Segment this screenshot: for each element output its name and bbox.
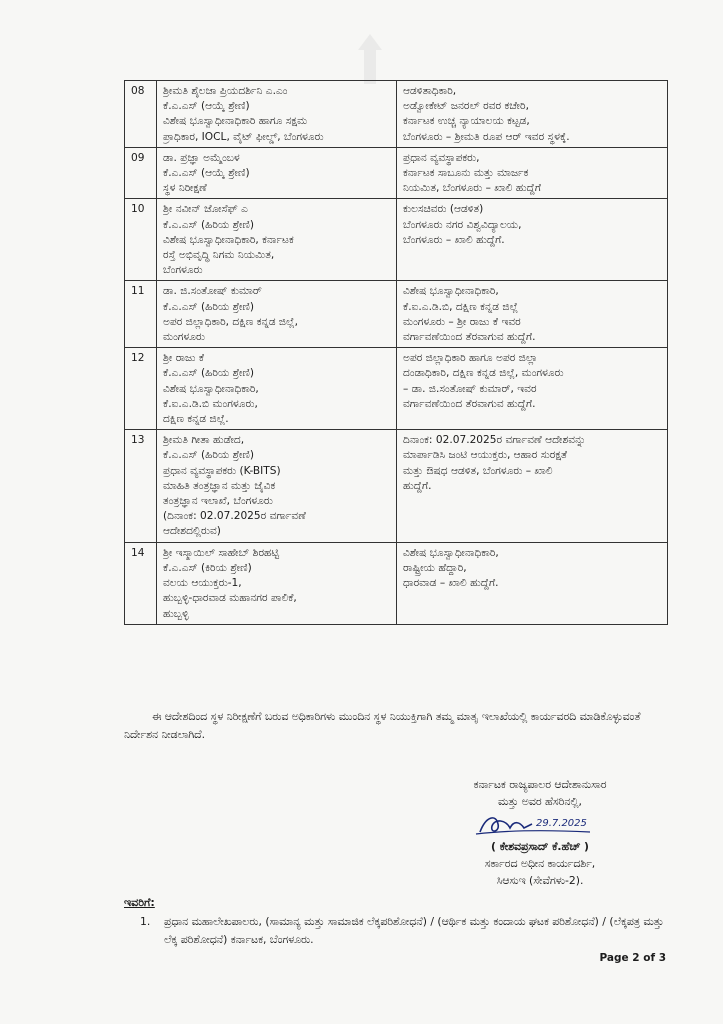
officer-details-cell (157, 81, 397, 148)
posting-detail-line: ಕುಲಸಚಿವರು (ಆಡಳಿತ) (403, 203, 484, 216)
copy-to-item-number: 1. (140, 915, 151, 928)
handwritten-signature-icon (440, 810, 640, 838)
new-posting-cell (397, 81, 668, 148)
posting-detail-line: ದಿನಾಂಕ: 02.07.2025ರ ವರ್ಗಾವಣೆ ಆದೇಶವನ್ನು (403, 434, 586, 447)
officer-details-cell (157, 147, 397, 199)
officer-details-cell (157, 430, 397, 542)
serial-number: 13 (125, 430, 157, 542)
signatory-department: ಸಿಆಸುಇ (ಸೇವೆಗಳು-2). (496, 874, 584, 887)
officer-detail-line: ಶ್ರೀಮತಿ ಗೀತಾ ಹುಡೇದ, (163, 434, 245, 447)
posting-detail-line: ಬೆಂಗಳೂರು ನಗರ ವಿಶ್ವವಿದ್ಯಾಲಯ, (403, 218, 522, 231)
copy-to-list (140, 913, 670, 949)
officer-detail-line: ಕೆ.ಎ.ಎಸ್ (ಕಿರಿಯ ಶ್ರೇಣಿ) (163, 561, 252, 574)
officer-detail-line: ಶ್ರೀ ರಾಜು ಕೆ (163, 352, 205, 365)
officer-detail-line: ಬೆಂಗಳೂರು (163, 264, 203, 277)
posting-detail-line: ಮತ್ತು ಔಷಧ ಆಡಳಿತ, ಬೆಂಗಳೂರು – ಖಾಲಿ (403, 464, 553, 477)
signature-line-2: ಮತ್ತು ಅವರ ಹೆಸರಿನಲ್ಲಿ, (498, 795, 582, 808)
officer-detail-line: ಶ್ರೀಮತಿ ಶೈಲಜಾ ಪ್ರಿಯದರ್ಶಿನಿ ಎ.ಎಂ (163, 85, 288, 97)
officer-detail-line: ಕೆ.ಎ.ಎಸ್ (ಹಿರಿಯ ಶ್ರೇಣಿ) (163, 300, 255, 313)
posting-detail-line: ನಿಯಮಿತ, ಬೆಂಗಳೂರು – ಖಾಲಿ ಹುದ್ದೆಗೆ (403, 182, 541, 195)
officer-detail-line: ಶ್ರೀ ನವೀನ್ ಜೋಸೆಫ್ ಎ (163, 203, 248, 216)
new-posting-cell (397, 542, 668, 624)
officer-detail-line: ಮಾಹಿತಿ ತಂತ್ರಜ್ಞಾನ ಮತ್ತು ಜೈವಿಕ (163, 479, 276, 492)
officer-details-cell (157, 348, 397, 430)
officer-detail-line: ತಂತ್ರಜ್ಞಾನ ಇಲಾಖೆ, ಬೆಂಗಳೂರು (163, 495, 273, 508)
officer-detail-line: ಮಂಗಳೂರು (163, 331, 205, 344)
table-row (125, 147, 668, 199)
officer-detail-line: ಕೆ.ಎ.ಎಸ್ (ಆಯ್ಕೆ ಶ್ರೇಣಿ) (163, 100, 250, 113)
officer-detail-line: ವಲಯ ಆಯುಕ್ತರು-1, (163, 577, 242, 590)
officer-detail-line: ಡಾ. ಪ್ರಜ್ಞಾ ಅಮ್ಮೆಂಬಳ (163, 151, 240, 164)
posting-detail-line: ವರ್ಗಾವಣೆಯಿಂದ ತೆರವಾಗುವ ಹುದ್ದೆಗೆ. (403, 331, 536, 344)
table-row (125, 542, 668, 624)
officer-detail-line: ಕೆ.ಐ.ಎ.ಡಿ.ಬಿ ಮಂಗಳೂರು, (163, 397, 258, 410)
table-row (125, 281, 668, 348)
posting-detail-line: ಆಡಳಿತಾಧಿಕಾರಿ, (403, 85, 457, 97)
signature-block (410, 776, 670, 889)
posting-detail-line: ಹುದ್ದೆಗೆ. (403, 479, 432, 492)
officer-details-cell (157, 199, 397, 281)
posting-detail-line: ಕರ್ನಾಟಕ ಸಾಬೂನು ಮತ್ತು ಮಾರ್ಜಕ (403, 167, 529, 180)
officer-detail-line: ಕೆ.ಎ.ಎಸ್ (ಹಿರಿಯ ಶ್ರೇಣಿ) (163, 367, 255, 380)
officer-detail-line: ಕೆ.ಎ.ಎಸ್ (ಆಯ್ಕೆ ಶ್ರೇಣಿ) (163, 167, 250, 180)
copy-to-heading: ಇವರಿಗೆ: (124, 896, 155, 909)
table-row (125, 430, 668, 542)
officer-detail-line: ಹುಬ್ಬಳ್ಳಿ-ಧಾರವಾಡ ಮಹಾನಗರ ಪಾಲಿಕೆ, (163, 592, 297, 605)
table-row (125, 199, 668, 281)
posting-detail-line: ಬೆಂಗಳೂರು – ಖಾಲಿ ಹುದ್ದೆಗೆ. (403, 233, 505, 246)
serial-number: 11 (125, 281, 157, 348)
posting-detail-line: ರಾಷ್ಟ್ರೀಯ ಹೆದ್ದಾರಿ, (403, 561, 467, 574)
serial-number: 14 (125, 542, 157, 624)
instruction-paragraph: ಈ ಆದೇಶದಿಂದ ಸ್ಥಳ ನಿರೀಕ್ಷಣೆಗೆ ಬರುವ ಅಧಿಕಾರಿಗಳು ಮುಂದಿನ ಸ್ಥಳ ನಿಯುಕ್ತಿಗಾಗಿ ತಮ್ಮ ಮಾತೃ ಇಲಾಖೆಯಲ್ಲಿ ಕಾರ್ಯವರದಿ ಮಾಡಿಕೊಳ್ಳುವಂತೆ ನಿರ್ದೇಶನ ನೀಡಲಾಗಿದೆ. (124, 710, 641, 741)
posting-detail-line: ವಿಶೇಷ ಭೂಸ್ವಾಧೀನಾಧಿಕಾರಿ, (403, 285, 499, 298)
handwritten-date: 29.7.2025 (536, 818, 587, 829)
officer-detail-line: ವಿಶೇಷ ಭೂಸ್ವಾಧೀನಾಧಿಕಾರಿ, (163, 382, 259, 395)
officer-detail-line: ಪ್ರಾಧಿಕಾರ, IOCL, ವೈಟ್ ಫೀಲ್ಡ್, ಬೆಂಗಳೂರು (163, 130, 324, 143)
copy-to-item (140, 913, 670, 949)
officer-details-cell (157, 542, 397, 624)
serial-number: 12 (125, 348, 157, 430)
new-posting-cell (397, 281, 668, 348)
officer-detail-line: ಪ್ರಧಾನ ವ್ಯವಸ್ಥಾಪಕರು (K-BITS) (163, 464, 281, 477)
table-row (125, 348, 668, 430)
officer-detail-line: ಆದೇಶದಲ್ಲಿರುವ) (163, 525, 221, 538)
new-posting-cell (397, 348, 668, 430)
posting-detail-line: ಬೆಂಗಳೂರು – ಶ್ರೀಮತಿ ರೂಪ ಆರ್ ಇವರ ಸ್ಥಳಕ್ಕೆ. (403, 130, 570, 143)
signature-line-1: ಕರ್ನಾಟಕ ರಾಜ್ಯಪಾಲರ ಆದೇಶಾನುಸಾರ (473, 778, 607, 791)
posting-detail-line: ಮಾರ್ಪಾಡಿಸಿ ಜಂಟಿ ಆಯುಕ್ತರು, ಆಹಾರ ಸುರಕ್ಷತೆ (403, 449, 568, 462)
serial-number: 09 (125, 147, 157, 199)
posting-detail-line: ದಂಡಾಧಿಕಾರಿ, ದಕ್ಷಿಣ ಕನ್ನಡ ಜಿಲ್ಲೆ, ಮಂಗಳೂರು (403, 367, 564, 380)
officer-detail-line: ದಕ್ಷಿಣ ಕನ್ನಡ ಜಿಲ್ಲೆ. (163, 413, 229, 426)
posting-detail-line: ಧಾರವಾಡ – ಖಾಲಿ ಹುದ್ದೆಗೆ. (403, 577, 499, 590)
officer-detail-line: ಅಪರ ಜಿಲ್ಲಾಧಿಕಾರಿ, ದಕ್ಷಿಣ ಕನ್ನಡ ಜಿಲ್ಲೆ, (163, 315, 298, 328)
serial-number: 10 (125, 199, 157, 281)
officer-details-cell (157, 281, 397, 348)
officer-detail-line: ಸ್ಥಳ ನಿರೀಕ್ಷಣೆ (163, 182, 207, 195)
signatory-designation: ಸರ್ಕಾರದ ಅಧೀನ ಕಾರ್ಯದರ್ಶಿ, (484, 857, 596, 870)
signatory-name: ( ಕೇಶವಪ್ರಸಾದ್ ಕೆ.ಹೆಚ್ ) (491, 840, 589, 853)
officer-detail-line: ಹುಬ್ಬಳ್ಳಿ (163, 607, 189, 620)
officer-detail-line: ಕೆ.ಎ.ಎಸ್ (ಹಿರಿಯ ಶ್ರೇಣಿ) (163, 449, 255, 462)
posting-detail-line: ಮಂಗಳೂರು – ಶ್ರೀ ರಾಜು ಕೆ ಇವರ (403, 315, 521, 328)
posting-detail-line: ಕೆ.ಐ.ಎ.ಡಿ.ಬಿ, ದಕ್ಷಿಣ ಕನ್ನಡ ಜಿಲ್ಲೆ (403, 300, 519, 313)
officer-detail-line: ರಸ್ತೆ ಅಭಿವೃದ್ಧಿ ನಿಗಮ ನಿಯಮಿತ, (163, 249, 275, 262)
posting-detail-line: ಪ್ರಧಾನ ವ್ಯವಸ್ಥಾಪಕರು, (403, 151, 480, 164)
officer-detail-line: ಡಾ. ಜಿ.ಸಂತೋಷ್ ಕುಮಾರ್ (163, 285, 262, 298)
posting-detail-line: ಕರ್ನಾಟಕ ಉಚ್ಚ ನ್ಯಾಯಾಲಯ ಕಟ್ಟಡ, (403, 115, 530, 128)
transfer-order-table (124, 80, 668, 625)
officer-detail-line: ಶ್ರೀ ಇಸ್ಮಾಯಿಲ್ ಸಾಹೇಬ್ ಶಿರಹಟ್ಟಿ (163, 546, 280, 559)
new-posting-cell (397, 147, 668, 199)
officer-detail-line: ಕೆ.ಎ.ಎಸ್ (ಹಿರಿಯ ಶ್ರೇಣಿ) (163, 218, 255, 231)
posting-detail-line: ಅಡ್ವೋಕೇಟ್ ಜನರಲ್ ರವರ ಕಚೇರಿ, (403, 100, 529, 113)
new-posting-cell (397, 430, 668, 542)
new-posting-cell (397, 199, 668, 281)
page-number: Page 2 of 3 (599, 952, 666, 964)
serial-number: 08 (125, 81, 157, 148)
posting-detail-line: ಅಪರ ಜಿಲ್ಲಾಧಿಕಾರಿ ಹಾಗೂ ಅಪರ ಜಿಲ್ಲಾ (403, 352, 538, 365)
officer-detail-line: ವಿಶೇಷ ಭೂಸ್ವಾಧೀನಾಧಿಕಾರಿ ಹಾಗೂ ಸಕ್ಷಮ (163, 115, 308, 128)
officer-detail-line: (ದಿನಾಂಕ: 02.07.2025ರ ವರ್ಗಾವಣೆ (163, 510, 306, 523)
posting-detail-line: – ಡಾ. ಜಿ.ಸಂತೋಷ್ ಕುಮಾರ್, ಇವರ (403, 382, 537, 395)
officer-detail-line: ವಿಶೇಷ ಭೂಸ್ವಾಧೀನಾಧಿಕಾರಿ, ಕರ್ನಾಟಕ (163, 233, 294, 246)
copy-to-item-text: ಪ್ರಧಾನ ಮಹಾಲೇಖಪಾಲರು, (ಸಾಮಾನ್ಯ ಮತ್ತು ಸಾಮಾಜಿಕ ಲೆಕ್ಕಪರಿಶೋಧನೆ) / (ಆರ್ಥಿಕ ಮತ್ತು ಕಂದಾಯ ಘಟಕ ಪರಿಶೋಧನೆ) / (ಲೆಕ್ಕಪತ್ರ ಮತ್ತು ಲೆಕ್ಕ ಪರಿಶೋಧನೆ) ಕರ್ನಾಟಕ, ಬೆಂಗಳೂರು. (164, 915, 664, 946)
posting-detail-line: ವರ್ಗಾವಣೆಯಿಂದ ತೆರವಾಗುವ ಹುದ್ದೆಗೆ. (403, 397, 536, 410)
table-row (125, 81, 668, 148)
posting-detail-line: ವಿಶೇಷ ಭೂಸ್ವಾಧೀನಾಧಿಕಾರಿ, (403, 546, 499, 559)
